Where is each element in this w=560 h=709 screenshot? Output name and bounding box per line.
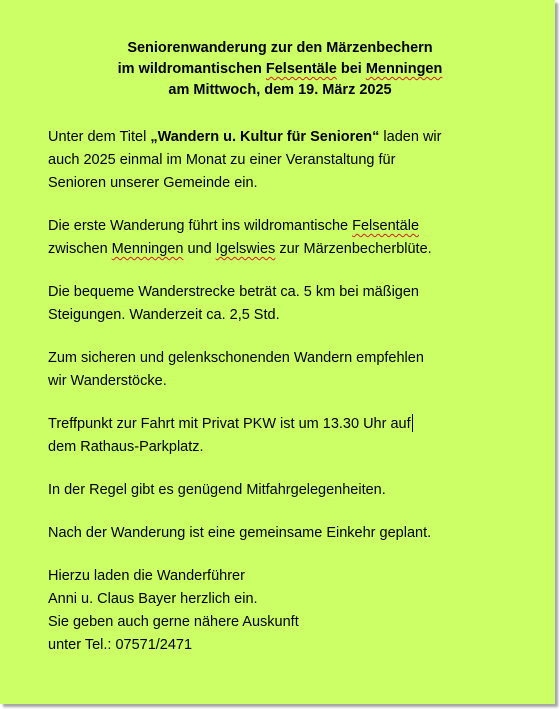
paragraph-rides	[48, 479, 543, 502]
title-line-1: Seniorenwanderung zur den Märzenbechern	[127, 40, 433, 56]
paragraph-distance	[48, 281, 543, 327]
phone-line: unter Tel.: 07571/2471	[48, 637, 193, 653]
text-run: Die erste Wanderung führt ins wildromantische	[48, 218, 353, 234]
paragraph-after	[48, 522, 543, 545]
text-line	[48, 215, 543, 238]
text-run: Treffpunkt zur Fahrt mit Privat PKW ist um 13.30 Uhr auf	[48, 416, 411, 432]
text-line	[48, 238, 543, 261]
title-line-2	[0, 59, 560, 80]
text-run: laden wir	[379, 129, 442, 145]
text-line: Anni u. Claus Bayer herzlich ein.	[48, 591, 258, 607]
text-line: Hierzu laden die Wanderführer	[48, 568, 245, 584]
paragraph-contact	[48, 565, 543, 657]
text-line	[48, 413, 543, 436]
text-line: Sie geben auch gerne nähere Auskunft	[48, 614, 299, 630]
event-series-name: „Wandern u. Kultur für Senioren“	[150, 129, 380, 145]
text-line: Zum sicheren und gelenkschonenden Wandern empfehlen	[48, 350, 424, 366]
spellcheck-word: Felsentäle	[352, 218, 420, 234]
text-cursor	[412, 414, 414, 432]
title-line-3: am Mittwoch, dem 19. März 2025	[168, 82, 392, 98]
paragraph-meeting-point	[48, 413, 543, 459]
text-line	[48, 126, 543, 149]
text-line: dem Rathaus-Parkplatz.	[48, 439, 204, 455]
title-line-2-part: im wildromantischen	[117, 61, 266, 77]
text-line: Die bequeme Wanderstrecke beträt ca. 5 km bei mäßigen	[48, 284, 419, 300]
text-run: Unter dem Titel	[48, 129, 151, 145]
text-line: Senioren unserer Gemeinde ein.	[48, 175, 258, 191]
paragraph-route	[48, 215, 543, 261]
document-title	[0, 38, 560, 101]
paragraph-equipment	[48, 347, 543, 393]
text-run: und	[183, 241, 216, 257]
spellcheck-word: Menningen	[365, 61, 443, 77]
text-run: zur Märzenbecherblüte.	[275, 241, 432, 257]
title-line-2-part: bei	[336, 61, 366, 77]
paragraph-intro	[48, 126, 543, 195]
spellcheck-word: Igelswies	[215, 241, 276, 257]
text-line: Steigungen. Wanderzeit ca. 2,5 Std.	[48, 307, 280, 323]
spellcheck-word: Menningen	[111, 241, 184, 257]
document-body[interactable]	[48, 126, 543, 677]
text-line: auch 2025 einmal im Monat zu einer Veranstaltung für	[48, 152, 396, 168]
text-line: Nach der Wanderung ist eine gemeinsame Einkehr geplant.	[48, 525, 432, 541]
text-line: wir Wanderstöcke.	[48, 373, 167, 389]
spellcheck-word: Felsentäle	[265, 61, 337, 77]
text-run: zwischen	[48, 241, 112, 257]
text-line: In der Regel gibt es genügend Mitfahrgelegenheiten.	[48, 482, 386, 498]
